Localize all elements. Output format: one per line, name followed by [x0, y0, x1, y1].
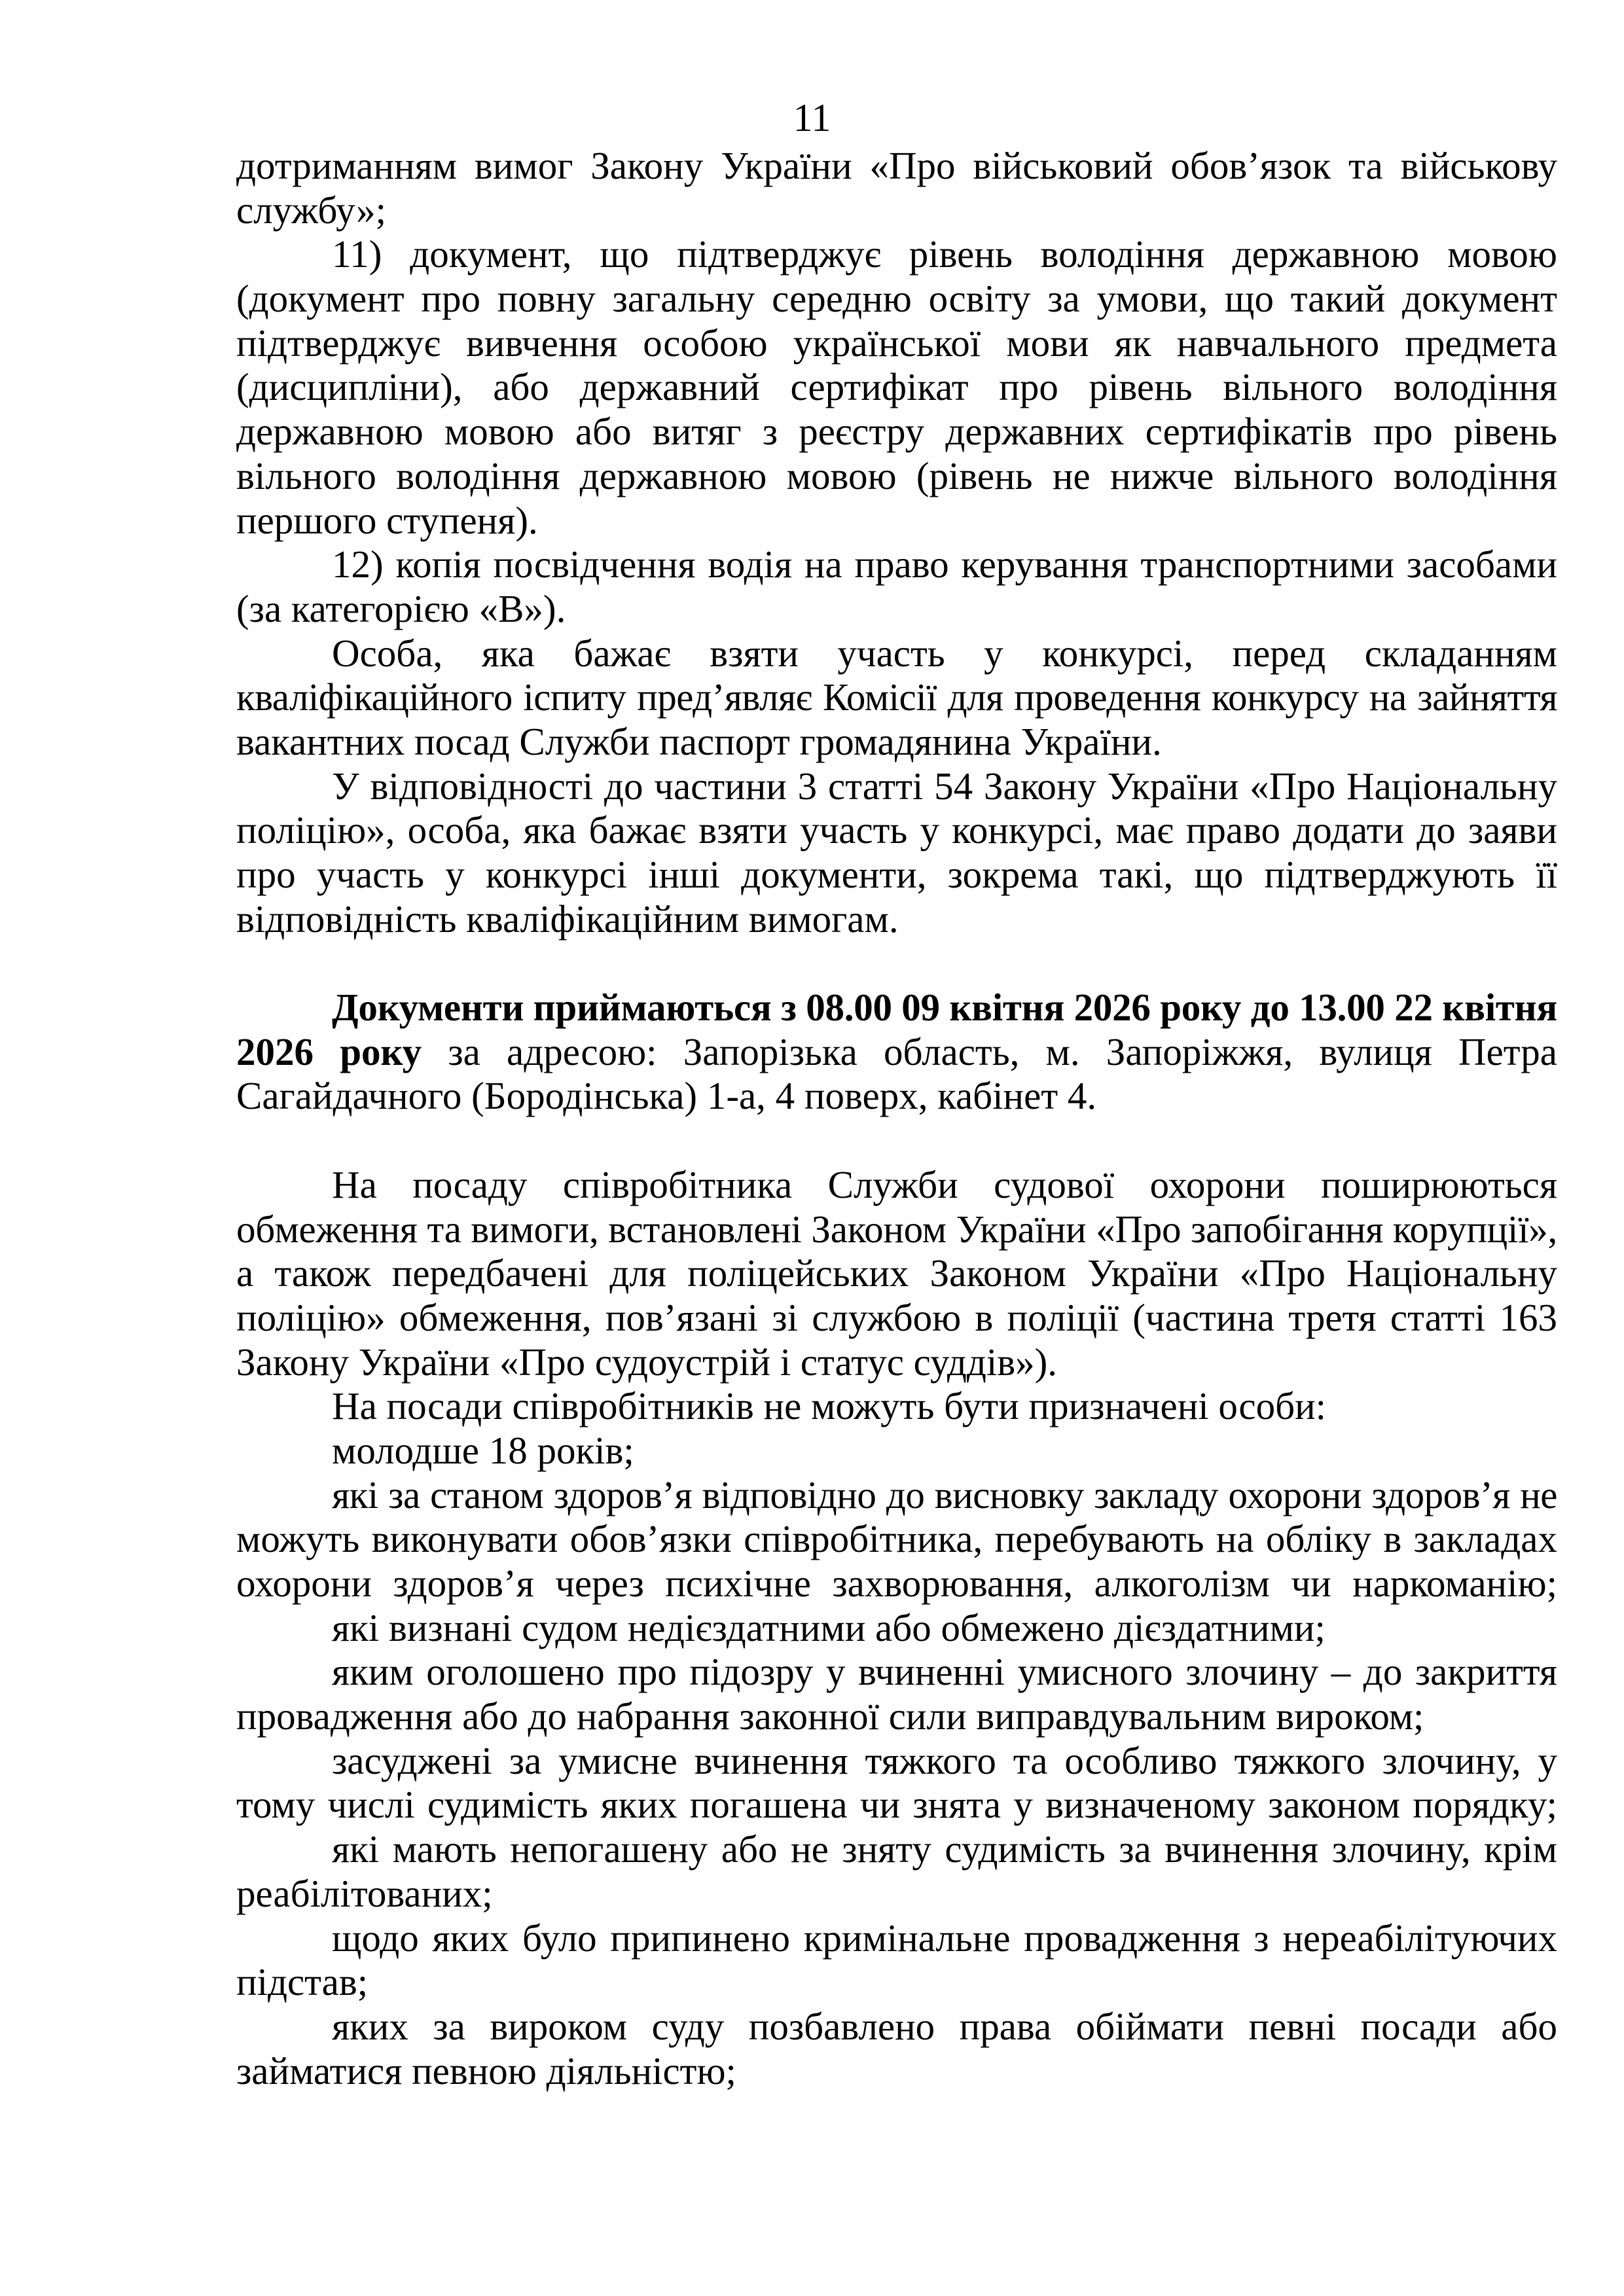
line-text: займатися певною діяльністю; [236, 2049, 736, 2092]
line-text: підтверджує вивчення особою української мови як навчального предмета [236, 321, 1557, 365]
line-text: Сагайдачного (Бородінська) 1-а, 4 поверх, кабінет 4. [236, 1074, 1097, 1118]
line-text: дотриманням вимог Закону України «Про військовий обов’язок та військову [236, 144, 1557, 187]
text-line [236, 277, 1557, 321]
text-line [236, 543, 1557, 587]
line-text: молодше 18 років; [332, 1428, 634, 1472]
line-text: охорони здоров’я через психічне захворювання, алкоголізм чи наркоманію; [236, 1562, 1557, 1605]
text-line [236, 2049, 1557, 2094]
line-text: які за станом здоров’я відповідно до висновку закладу охорони здоров’я не [332, 1473, 1557, 1516]
line-text: а також передбачені для поліцейських Законом України «Про Національну [236, 1251, 1557, 1295]
line-text: тому числі судимість яких погашена чи знята у визначеному законом порядку; [236, 1783, 1557, 1827]
text-line [236, 499, 1557, 543]
text-line [236, 1650, 1557, 1695]
text-line [236, 897, 1557, 942]
text-line [236, 1473, 1557, 1518]
line-text: У відповідності до частини 3 статті 54 Закону України «Про Національну [332, 764, 1557, 808]
text-line [236, 808, 1557, 853]
text-line [236, 675, 1557, 720]
line-text: поліцію» обмеження, пов’язані зі службою в поліції (частина третя статті 163 [236, 1295, 1557, 1339]
line-text: які мають непогашену або не зняту судимість за вчинення злочину, крім [332, 1827, 1557, 1871]
line-text: (за категорією «B»). [236, 586, 566, 630]
text-line [236, 1429, 1557, 1473]
text-line [236, 1827, 1557, 1872]
line-text: щодо яких було припинено кримінальне провадження з нереабілітуючих [332, 1916, 1557, 1960]
text-line [236, 1296, 1557, 1340]
line-text: кваліфікаційного іспиту пред’являє Комісії для проведення конкурсу на зайняття [236, 675, 1557, 719]
line-text: провадження або до набрання законної сили виправдувальним вироком; [236, 1695, 1424, 1738]
line-text: яких за вироком суду позбавлено права обіймати певні посади або [332, 2004, 1557, 2048]
line-text: 11) документ, що підтверджує рівень володіння державною мовою [332, 232, 1557, 276]
line-text: (документ про повну загальну середню освіту за умови, що такий документ [236, 277, 1557, 321]
text-line [236, 720, 1557, 764]
text-line [236, 1074, 1557, 1119]
line-text: 12) копія посвідчення водія на право керування транспортними засобами [332, 543, 1557, 586]
text-line [236, 1340, 1557, 1385]
line-text: Закону України «Про судоустрій і статус суддів»). [236, 1340, 1058, 1384]
text-line [236, 1251, 1557, 1296]
line-text: державною мовою або витяг з реєстру державних сертифікатів про рівень [236, 410, 1557, 454]
text-line [236, 986, 1557, 1030]
text-line [236, 1916, 1557, 1961]
line-text: вільного володіння державною мовою (рівень не нижче вільного володіння [236, 454, 1557, 497]
blank-line [236, 1119, 1557, 1163]
text-line [236, 1163, 1557, 1208]
text-line [236, 764, 1557, 809]
text-line [236, 1517, 1557, 1562]
line-text: Особа, яка бажає взяти участь у конкурсі, перед складанням [332, 631, 1557, 675]
text-line [236, 632, 1557, 676]
text-line [236, 1606, 1557, 1651]
text-line [236, 1783, 1557, 1827]
line-text: реабілітованих; [236, 1871, 493, 1915]
text-line [236, 1208, 1557, 1252]
line-text: На посаду співробітника Служби судової охорони поширюються [332, 1162, 1557, 1206]
text-line [236, 188, 1557, 233]
text-line [236, 587, 1557, 632]
text-line [236, 144, 1557, 188]
blank-line [236, 941, 1557, 986]
line-text: службу»; [236, 188, 386, 232]
line-text: яким оголошено про підозру у вчиненні умисного злочину – до закриття [332, 1650, 1557, 1694]
text-line [236, 1872, 1557, 1916]
text-line [236, 1030, 1557, 1075]
line-text: підстав; [236, 1960, 369, 2004]
text-line [236, 2005, 1557, 2049]
line-text: засуджені за умисне вчинення тяжкого та особливо тяжкого злочину, у [332, 1738, 1557, 1782]
line-text: На посади співробітників не можуть бути призначені особи: [332, 1384, 1327, 1428]
document-body [236, 144, 1557, 2093]
text-line [236, 1562, 1557, 1606]
text-line [236, 1384, 1557, 1429]
line-text: обмеження та вимоги, встановлені Законом України «Про запобігання корупції», [236, 1207, 1557, 1251]
line-text: які визнані судом недієздатними або обмежено дієздатними; [332, 1605, 1326, 1649]
line-text: першого ступеня). [236, 498, 538, 542]
line-text: за адресою: Запорізька область, м. Запоріжжя, вулиця Петра [422, 1030, 1557, 1073]
line-text: можуть виконувати обов’язки співробітника, перебувають на обліку в закладах [236, 1517, 1557, 1561]
text-line [236, 1960, 1557, 2005]
bold-text: 2026 року [236, 1030, 422, 1073]
text-line [236, 1695, 1557, 1739]
text-line [236, 321, 1557, 366]
line-text: про участь у конкурсі інші документи, зокрема такі, що підтверджують її [236, 853, 1557, 896]
text-line [236, 232, 1557, 277]
line-text: вакантних посад Служби паспорт громадянина України. [236, 719, 1162, 763]
text-line [236, 410, 1557, 454]
line-text: (дисципліни), або державний сертифікат про рівень вільного володіння [236, 365, 1557, 409]
text-line [236, 454, 1557, 499]
line-text: відповідність кваліфікаційним вимогам. [236, 897, 899, 941]
text-line [236, 1739, 1557, 1784]
page-number: 11 [793, 96, 831, 139]
bold-text: Документи приймаються з 08.00 09 квітня 2026 року до 13.00 22 квітня [332, 986, 1557, 1030]
line-text: поліцію», особа, яка бажає взяти участь у конкурсі, має право додати до заяви [236, 808, 1557, 852]
text-line [236, 365, 1557, 410]
text-line [236, 853, 1557, 897]
